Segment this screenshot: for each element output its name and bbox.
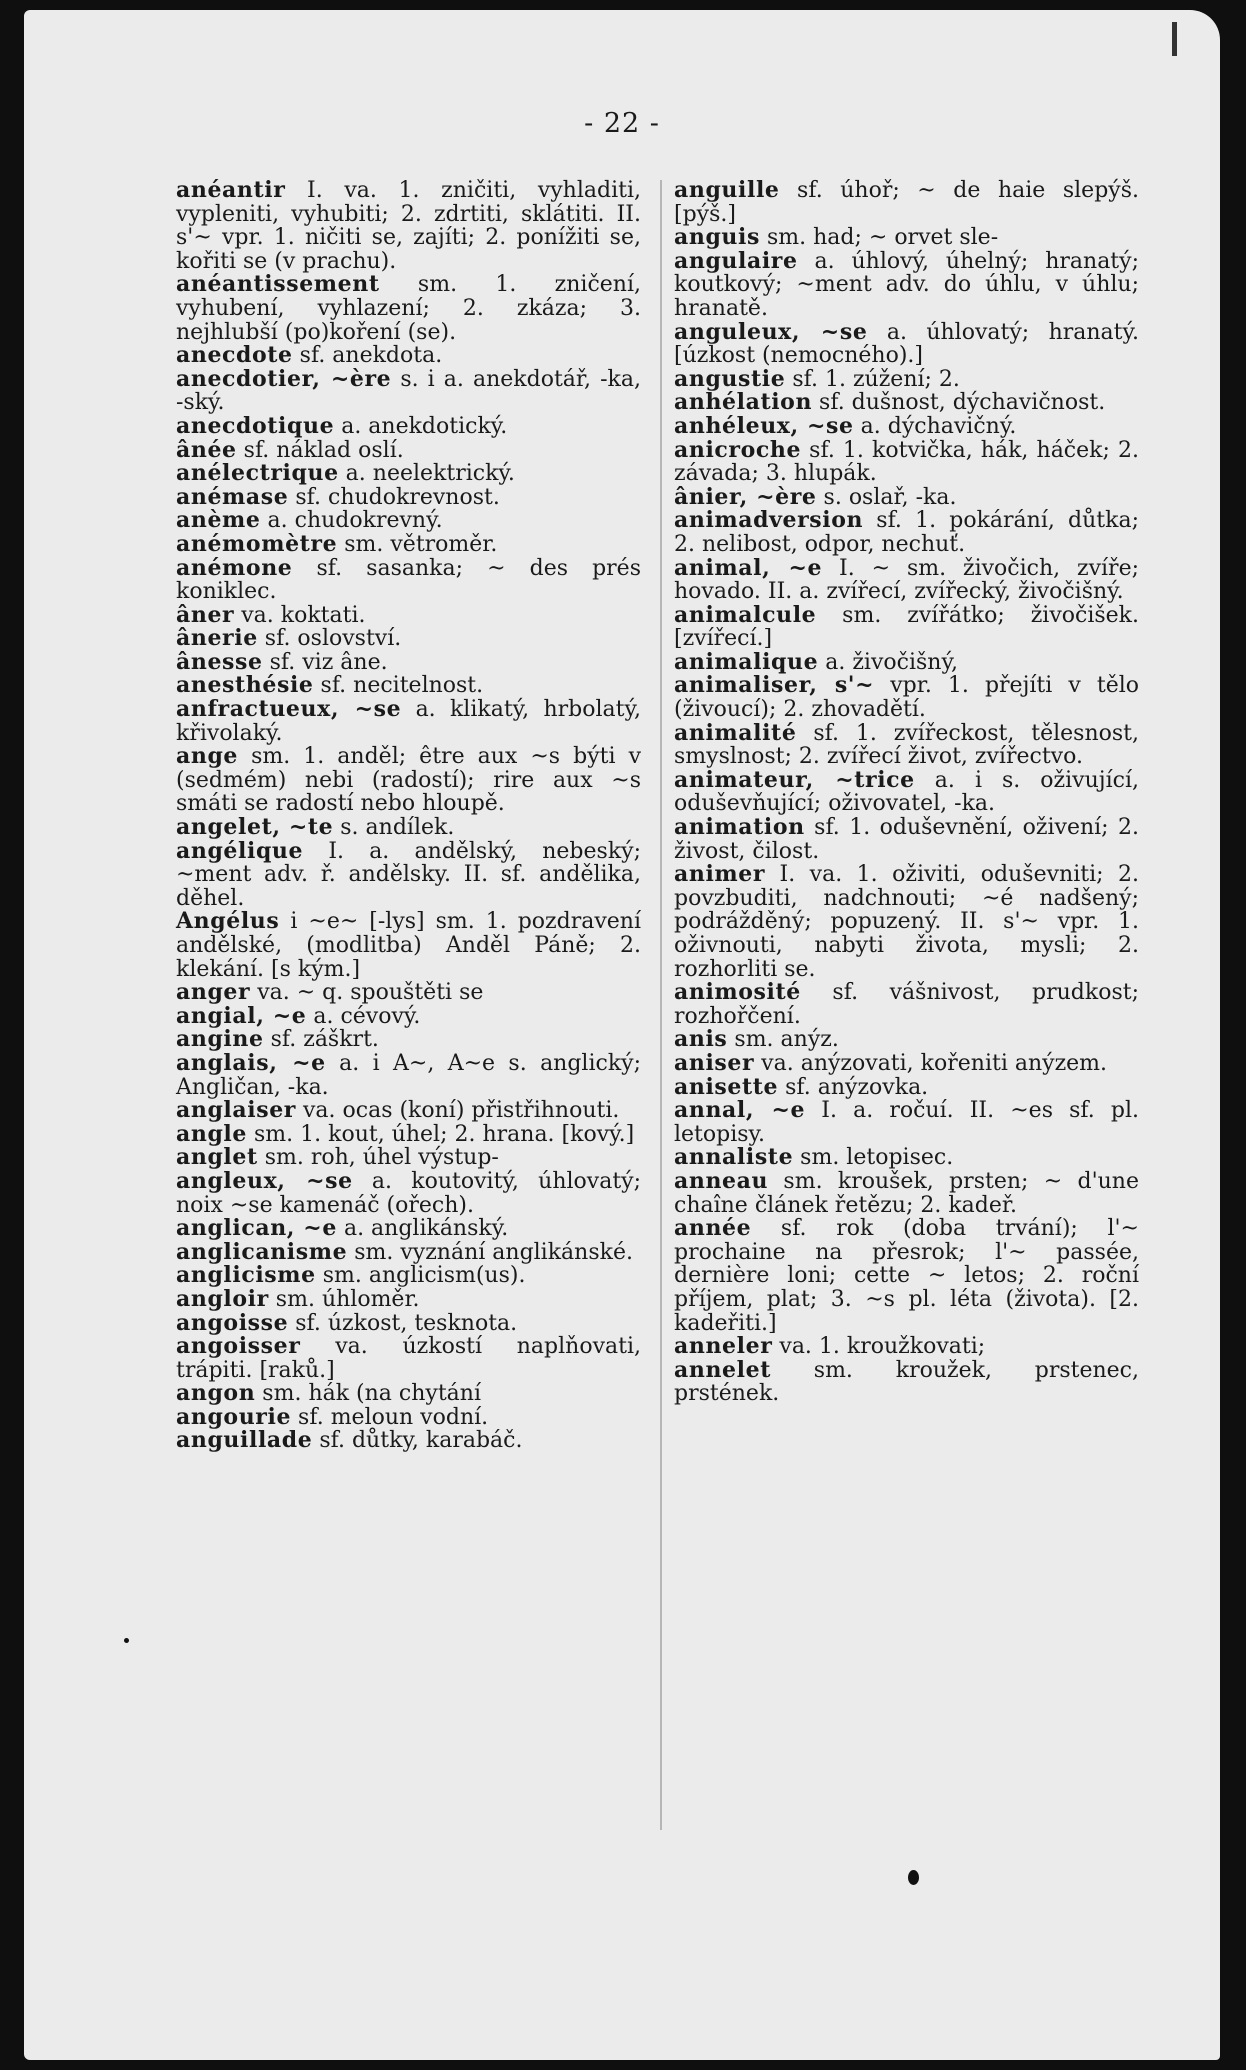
- headword: anhéleux, ~se: [674, 412, 854, 439]
- headword: aniser: [674, 1049, 755, 1076]
- definition: sm. kroušek, prsten; ~ d'une chaîne článek řetězu; 2. kadeř.: [674, 1168, 1139, 1218]
- headword: âner: [176, 601, 235, 628]
- definition: sf. necitelnost.: [313, 673, 484, 699]
- dictionary-entry: [674, 509, 1139, 556]
- dictionary-entry: [176, 530, 641, 557]
- definition: I. a. ročuí. II. ~es sf. pl. letopisy.: [674, 1098, 1139, 1147]
- definition: sf. 1. oduševnění, oživení; 2. živost, čilost.: [674, 815, 1139, 864]
- headword: année: [674, 1215, 752, 1242]
- definition: a. neelektrický.: [338, 461, 515, 487]
- dictionary-entry: [176, 1099, 641, 1123]
- headword: angelet, ~te: [176, 814, 334, 841]
- definition: s. oslař, -ka.: [816, 484, 957, 510]
- headword: anémase: [176, 483, 289, 510]
- headword: anguis: [674, 224, 760, 251]
- definition: sf. rok (doba trvání); l'~ prochaine na přesrok; l'~ passée, dernière loni; cette ~ letos; 2. roční příjem, plat; 3. ~s pl. léta (života). [2. kadeřiti.]: [674, 1216, 1139, 1336]
- dictionary-entry: [674, 766, 1139, 817]
- headword: ânée: [176, 436, 237, 463]
- headword: angourie: [176, 1403, 292, 1430]
- headword: anémomètre: [176, 530, 338, 557]
- headword: angoisser: [176, 1333, 301, 1360]
- dictionary-entry: [674, 412, 1139, 439]
- definition: a. živočišný,: [818, 649, 958, 675]
- dictionary-entry: [176, 1049, 642, 1100]
- definition: sf. oslovství.: [257, 626, 402, 652]
- definition: a. i A~, A~e s. anglický; Angličan, -ka.: [176, 1050, 642, 1100]
- headword: anicroche: [674, 436, 802, 463]
- dictionary-entry: [674, 1049, 1139, 1076]
- definition: sf. 1. kotvička, hák, háček; 2. závada; 3. hlupák.: [674, 437, 1139, 487]
- definition: a. klikatý, hrbolatý, křivolaký.: [176, 697, 641, 746]
- definition: s. i a. anekdotář, -ka, -ský.: [176, 366, 641, 416]
- dictionary-entry: [674, 436, 1139, 487]
- definition: va. anýzovati, kořeniti anýzem.: [754, 1050, 1108, 1076]
- headword: anémone: [176, 554, 293, 581]
- headword: anecdotique: [176, 412, 335, 439]
- definition: sf. úhoř; ~ de haie slepýš. [pýš.]: [674, 178, 1139, 227]
- dictionary-entry: [176, 627, 641, 651]
- dictionary-entry: [674, 601, 1139, 652]
- dictionary-entry: [674, 483, 1139, 510]
- dictionary-entry: [176, 483, 641, 510]
- dictionary-entry: [176, 910, 641, 981]
- dictionary-entry: [176, 1264, 641, 1288]
- dictionary-entry: [674, 1028, 1139, 1052]
- headword: anisette: [674, 1073, 779, 1100]
- headword: angoisse: [176, 1309, 289, 1336]
- definition: sm. had; ~ orvet sle-: [759, 225, 999, 251]
- headword: animadversion: [674, 507, 864, 534]
- headword: animateur, ~trice: [674, 766, 915, 793]
- dictionary-entry: [176, 412, 641, 439]
- headword: angélique: [176, 837, 304, 864]
- definition: sm. hák (na chytání: [255, 1381, 481, 1407]
- headword: animosité: [674, 979, 801, 1006]
- headword: animalité: [674, 719, 797, 746]
- dictionary-entry: [176, 1167, 641, 1218]
- headword: anneau: [674, 1167, 769, 1194]
- dictionary-entry: [176, 981, 641, 1005]
- headword: anglicanisme: [176, 1238, 348, 1265]
- definition: sm. letopisec.: [793, 1145, 954, 1171]
- headword: anélectrique: [176, 460, 339, 487]
- dictionary-entry: [176, 509, 641, 533]
- headword: animation: [674, 814, 805, 841]
- dictionary-entry: [674, 1146, 1139, 1170]
- definition: a. dýchavičný.: [853, 413, 1017, 439]
- left-column: [176, 179, 641, 1453]
- dictionary-entry: [176, 344, 641, 368]
- dictionary-entry: [176, 1335, 641, 1382]
- dictionary-entry: [176, 1403, 641, 1430]
- dictionary-entry: [674, 554, 1140, 605]
- definition: sf. sasanka; ~ des prés koniklec.: [176, 555, 641, 605]
- dictionary-entry: [176, 1002, 641, 1029]
- headword: anecdote: [176, 342, 293, 369]
- headword: angulaire: [674, 247, 798, 274]
- headword: anger: [176, 979, 251, 1006]
- definition: sm. zvířátko; živočišek. [zvířecí.]: [674, 602, 1139, 652]
- headword: angial, ~e: [176, 1002, 307, 1029]
- definition: sm. kroužek, prstenec, prstének.: [674, 1357, 1139, 1407]
- dictionary-entry: [674, 1167, 1139, 1218]
- headword: angon: [176, 1380, 256, 1407]
- headword: annelet: [674, 1356, 771, 1383]
- definition: sf. meloun vodní.: [291, 1404, 489, 1430]
- right-column: [674, 179, 1139, 1406]
- definition: sm. úhloměr.: [268, 1286, 420, 1312]
- headword: angle: [176, 1120, 247, 1147]
- dictionary-entry: [674, 863, 1139, 981]
- dictionary-entry: [674, 1217, 1139, 1335]
- headword: angloir: [176, 1285, 269, 1312]
- headword: ânesse: [176, 648, 263, 675]
- headword: animalcule: [674, 601, 817, 628]
- dictionary-entry: [176, 1146, 641, 1170]
- definition: I. ~ sm. živočich, zvíře; hovado. II. a. zvířecí, zvířecký, živočišný.: [674, 555, 1140, 605]
- headword: anguillade: [176, 1427, 313, 1454]
- headword: anglet: [176, 1144, 258, 1171]
- headword: ânerie: [176, 625, 258, 652]
- dictionary-entry: [176, 698, 641, 745]
- definition: sf. 1. pokárání, důtka; 2. nelibost, odpor, nechuť.: [674, 508, 1139, 557]
- column-divider: [660, 180, 662, 1830]
- definition: sm. 1. anděl; être aux ~s býti v (sedmém) nebi (radostí); rire aux ~s smáti se radostí nebo hloupě.: [176, 744, 641, 817]
- definition: sf. vášnivost, prudkost; rozhořčení.: [674, 980, 1139, 1029]
- definition: sf. náklad oslí.: [236, 437, 404, 463]
- headword: annal, ~e: [674, 1097, 806, 1124]
- headword: anglicisme: [176, 1262, 316, 1289]
- headword: anneler: [674, 1333, 773, 1360]
- dictionary-entry: [674, 1356, 1139, 1407]
- dictionary-entry: [176, 554, 641, 605]
- definition: s. andílek.: [333, 815, 455, 841]
- definition: va. úzkostí naplňovati, trápiti. [raků.]: [176, 1334, 641, 1383]
- definition: sf. úzkost, tesknota.: [288, 1310, 518, 1336]
- definition: a. anekdotický.: [334, 413, 508, 439]
- dictionary-entry: [674, 674, 1139, 721]
- dictionary-entry: [176, 1238, 641, 1265]
- definition: vpr. 1. přejíti v tělo (živoucí); 2. zhovadětí.: [674, 673, 1139, 723]
- dictionary-entry: [176, 1285, 641, 1312]
- definition: va. 1. kroužkovati;: [772, 1334, 986, 1360]
- definition: sf. záškrt.: [263, 1027, 379, 1053]
- headword: anguille: [674, 177, 780, 203]
- dictionary-entry: [176, 1120, 641, 1147]
- definition: sm. vyznání anglikánské.: [347, 1239, 633, 1265]
- headword: anis: [674, 1026, 728, 1053]
- definition: sm. 1. zničení, vyhubení, vyhlazení; 2. zkáza; 3. nejhlubší (po)koření (se).: [176, 272, 641, 345]
- definition: va. ocas (koní) přistřihnouti.: [295, 1098, 620, 1124]
- dictionary-entry: [674, 1099, 1139, 1146]
- dictionary-entry: [674, 719, 1139, 770]
- dictionary-entry: [176, 1382, 641, 1406]
- headword: angine: [176, 1026, 264, 1053]
- headword: anéantir: [176, 177, 286, 203]
- headword: animaliser, s'~: [674, 672, 875, 699]
- page-number: - 22 -: [584, 108, 660, 139]
- dictionary-entry: [674, 1073, 1139, 1100]
- definition: a. cévový.: [306, 1003, 421, 1029]
- definition: sf. chudokrevnost.: [288, 484, 500, 510]
- dictionary-entry: [674, 391, 1139, 415]
- dictionary-entry: [176, 1217, 641, 1241]
- dictionary-entry: [674, 318, 1139, 369]
- ink-spot: [908, 1870, 919, 1885]
- definition: sm. větroměr.: [337, 531, 498, 557]
- definition: sf. důtky, karabáč.: [312, 1428, 523, 1454]
- dictionary-entry: [674, 226, 1139, 250]
- definition: I. a. andělský, nebeský; ~ment adv. ř. andělsky. II. sf. andělika, děhel.: [176, 838, 641, 911]
- headword: anglais, ~e: [176, 1049, 326, 1076]
- dictionary-entry: [176, 816, 641, 840]
- definition: a. úhlovatý; hranatý. [úzkost (nemocného).]: [674, 319, 1139, 369]
- dictionary-entry: [176, 1429, 641, 1453]
- headword: ânier, ~ère: [674, 483, 817, 510]
- headword: anéantissement: [176, 271, 380, 298]
- ink-speck: [124, 1638, 129, 1643]
- definition: sm. anýz.: [727, 1027, 839, 1053]
- dictionary-entry: [176, 462, 641, 486]
- definition: a. koutovitý, úhlovatý; noix ~se kamenáč (ořech).: [176, 1168, 641, 1218]
- dictionary-entry: [674, 247, 1139, 321]
- definition: sm. anglicism(us).: [315, 1263, 526, 1289]
- edge-mark: [1172, 22, 1177, 56]
- definition: sf. viz âne.: [262, 649, 388, 675]
- dictionary-entry: [176, 674, 641, 698]
- definition: a. chudokrevný.: [260, 508, 443, 534]
- definition: sf. anýzovka.: [778, 1074, 929, 1100]
- dictionary-entry: [176, 601, 641, 628]
- definition: sf. dušnost, dýchavičnost.: [812, 390, 1106, 416]
- headword: Angélus: [176, 908, 280, 935]
- definition: I. va. 1. oživiti, oduševniti; 2. povzbuditi, nadchnouti; ~é nadšený; podrážděný; popuzený. II. s'~ vpr. 1. oživnouti, nabyti života, mysli; 2. rozhorliti se.: [674, 862, 1139, 982]
- dictionary-entry: [674, 365, 1139, 392]
- headword: anglaiser: [176, 1097, 296, 1124]
- headword: animalique: [674, 648, 819, 675]
- dictionary-entry: [176, 837, 641, 911]
- headword: ange: [176, 743, 239, 770]
- headword: animer: [674, 861, 766, 888]
- definition: a. anglikánský.: [336, 1216, 509, 1242]
- dictionary-entry: [176, 745, 641, 816]
- definition: sm. roh, úhel výstup-: [257, 1145, 499, 1171]
- definition: i ~e~ [-lys] sm. 1. pozdravení andělské, (modlitba) Anděl Páně; 2. klekání. [s kým.]: [176, 909, 641, 982]
- dictionary-page: [24, 10, 1220, 2060]
- dictionary-entry: [674, 179, 1139, 226]
- dictionary-entry: [176, 436, 641, 463]
- headword: animal, ~e: [674, 554, 823, 581]
- headword: angustie: [674, 365, 786, 392]
- headword: annaliste: [674, 1144, 794, 1171]
- dictionary-entry: [674, 1335, 1139, 1359]
- headword: anglican, ~e: [176, 1215, 337, 1242]
- dictionary-entry: [176, 365, 641, 416]
- definition: a. i s. oživující, oduševňující; oživovatel, -ka.: [674, 767, 1139, 817]
- headword: angleux, ~se: [176, 1167, 353, 1194]
- definition: a. úhlový, úhelný; hranatý; koutkový; ~ment adv. do úhlu, v úhlu; hranatě.: [674, 248, 1139, 321]
- headword: anfractueux, ~se: [176, 696, 402, 723]
- dictionary-entry: [176, 648, 641, 675]
- dictionary-entry: [674, 981, 1139, 1028]
- definition: sf. 1. zvířeckost, tělesnost, smyslnost; 2. zvířecí život, zvířectvo.: [674, 720, 1139, 770]
- definition: va. koktati.: [234, 602, 366, 628]
- headword: anguleux, ~se: [674, 318, 868, 345]
- dictionary-entry: [176, 273, 641, 344]
- dictionary-entry: [674, 648, 1139, 675]
- dictionary-entry: [176, 1309, 641, 1336]
- headword: anhélation: [674, 389, 813, 416]
- headword: anesthésie: [176, 672, 314, 699]
- definition: sf. anekdota.: [292, 343, 443, 369]
- definition: sf. 1. zúžení; 2.: [785, 366, 960, 392]
- headword: anecdotier, ~ère: [176, 365, 392, 392]
- dictionary-entry: [176, 179, 641, 273]
- dictionary-entry: [674, 816, 1139, 863]
- dictionary-entry: [176, 1028, 641, 1052]
- definition: va. ~ q. spouštěti se: [250, 980, 484, 1006]
- headword: anème: [176, 507, 261, 534]
- definition: I. va. 1. zničiti, vyhladiti, vypleniti, vyhubiti; 2. zdrtiti, sklátiti. II. s'~ vpr. 1. ničiti se, zajíti; 2. ponížiti se, kořiti se (v prachu).: [176, 178, 641, 274]
- definition: sm. 1. kout, úhel; 2. hrana. [kový.]: [247, 1121, 635, 1147]
